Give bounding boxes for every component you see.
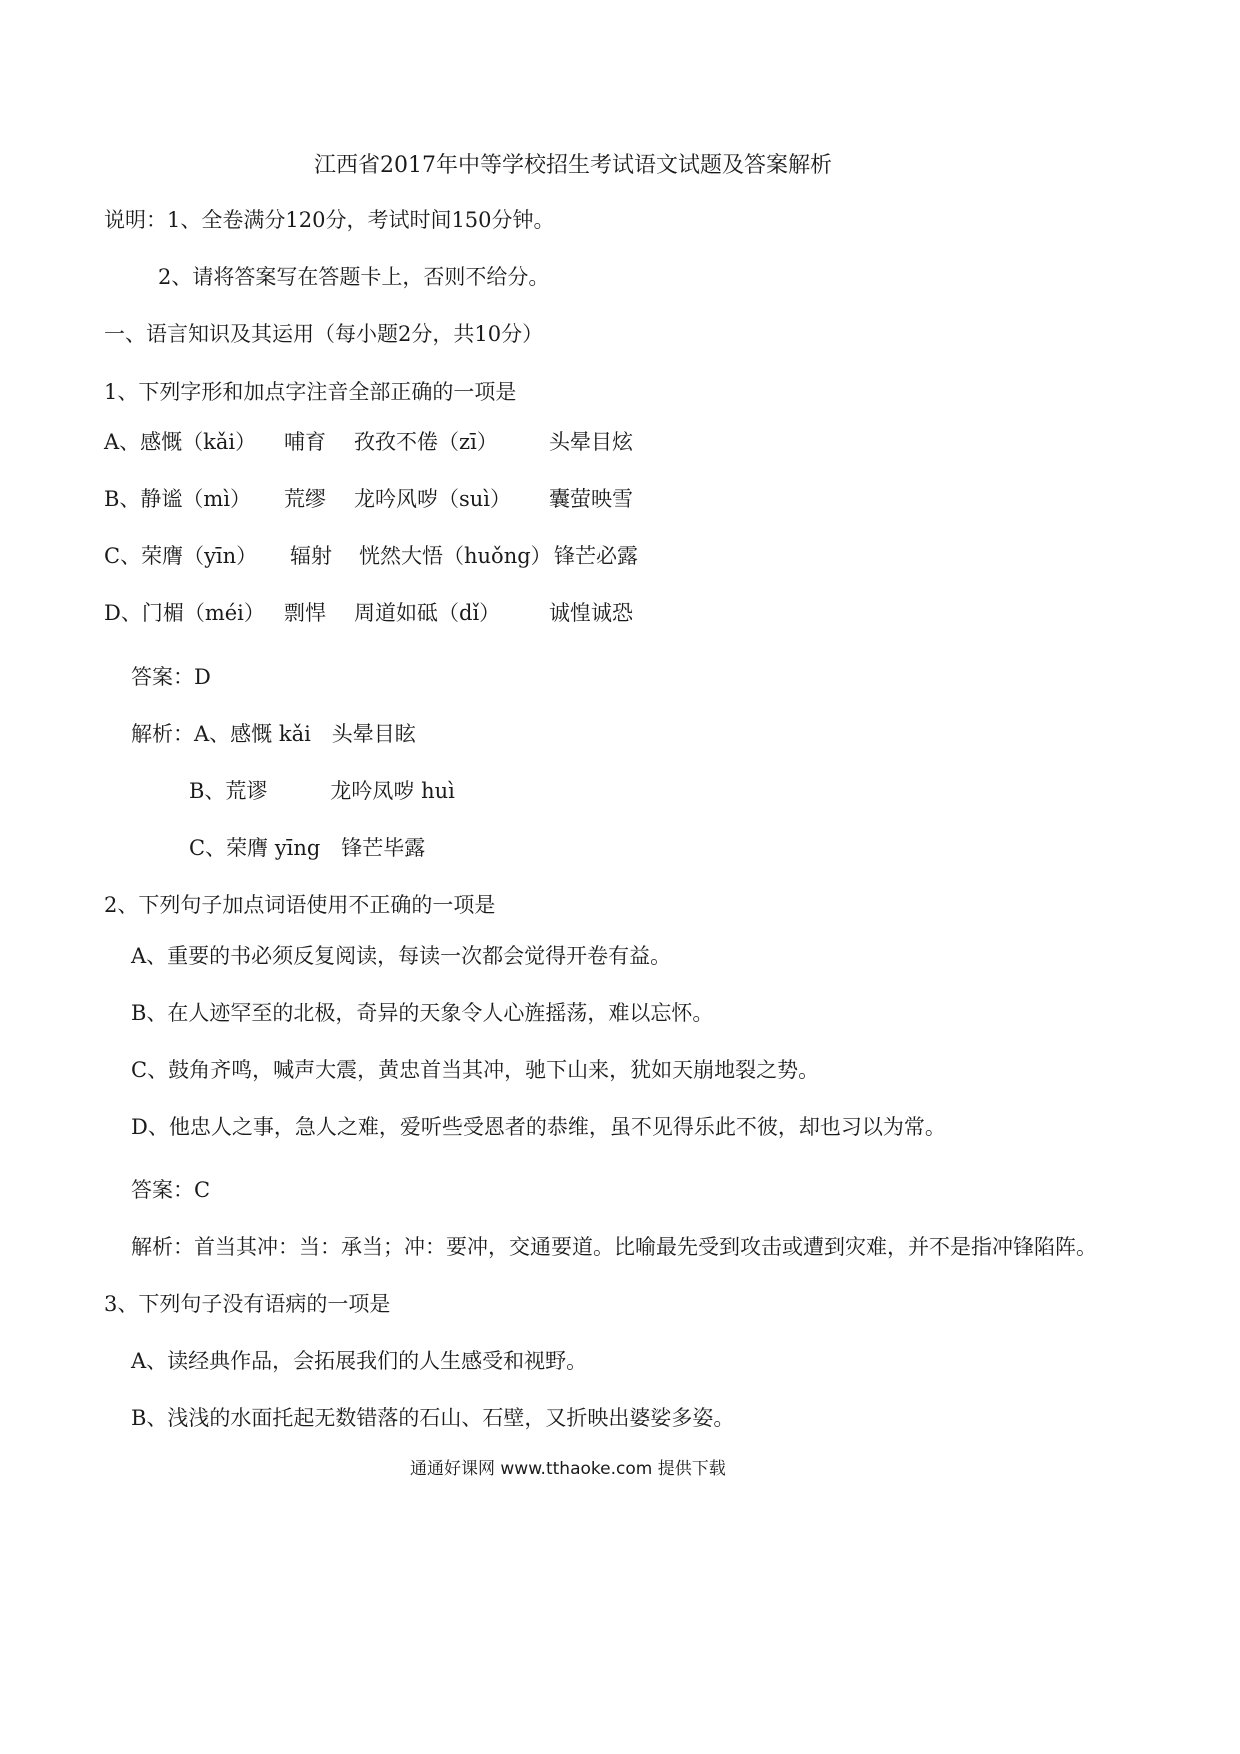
q3-option-a: A、读经典作品，会拓展我们的人生感受和视野。 [131,1349,588,1373]
q1-answer: 答案：D [131,665,211,689]
q1-analysis-line-1: 解析：A、感慨 kǎi 头晕目眩 [131,722,416,746]
q3-option-b: B、浅浅的水面托起无数错落的石山、石壁，又折映出婆娑多姿。 [131,1406,735,1430]
q1-option-b-word2: 荒缪 [284,487,326,511]
q1-option-b-word3: 龙吟风哕（suì） [354,487,512,511]
q2-option-c: C、鼓角齐鸣，喊声大震，黄忠首当其冲，驰下山来，犹如天崩地裂之势。 [131,1058,820,1082]
q1-option-c-label: C、荣膺（yīn） [104,544,258,568]
section-heading: 一、语言知识及其运用（每小题2分，共10分） [104,322,544,346]
q1-option-c-word3: 恍然大悟（huǒng） [359,544,552,568]
q1-option-d-word4: 诚惶诚恐 [549,601,633,625]
q1-option-d-word2: 剽悍 [284,601,326,625]
q2-option-d: D、他忠人之事，急人之难，爱听些受恩者的恭维，虽不见得乐此不彼，却也习以为常。 [131,1115,946,1139]
q2-analysis: 解析：首当其冲：当：承当；冲：要冲，交通要道。比喻最先受到攻击或遭到灾难，并不是指冲锋陷阵。 [131,1235,1097,1259]
instructions-line-1: 说明：1、全卷满分120分，考试时间150分钟。 [104,208,555,232]
q1-option-b-word4: 囊萤映雪 [549,487,633,511]
q1-option-c-word2: 辐射 [290,544,332,568]
q1-option-a-label: A、感慨（kǎi） [104,430,257,454]
instructions-line-2: 2、请将答案写在答题卡上，否则不给分。 [158,265,550,289]
q1-option-a-word3: 孜孜不倦（zī） [354,430,498,454]
q2-option-a: A、重要的书必须反复阅读，每读一次都会觉得开卷有益。 [131,944,672,968]
page-title: 江西省2017年中等学校招生考试语文试题及答案解析 [314,153,832,178]
page-footer: 通通好课网 www.tthaoke.com 提供下载 [410,1459,726,1479]
question-3-stem: 3、下列句子没有语病的一项是 [104,1292,391,1316]
q1-analysis-line-3: C、荣膺 yīng 锋芒毕露 [189,836,426,860]
question-2-stem: 2、下列句子加点词语使用不正确的一项是 [104,893,496,917]
question-1-stem: 1、下列字形和加点字注音全部正确的一项是 [104,380,517,404]
q1-option-d-word3: 周道如砥（dǐ） [354,601,501,625]
q1-option-c-word4: 锋芒必露 [554,544,638,568]
q1-option-a-word2: 哺育 [284,430,326,454]
q2-option-b: B、在人迹罕至的北极，奇异的天象令人心旌摇荡，难以忘怀。 [131,1001,714,1025]
q2-answer: 答案：C [131,1178,211,1202]
q1-analysis-line-2: B、荒谬 龙吟凤哕 huì [189,779,455,803]
q1-option-b-label: B、静谧（mì） [104,487,252,511]
q1-option-d-label: D、门楣（méi） [104,601,265,625]
q1-option-a-word4: 头晕目炫 [549,430,633,454]
